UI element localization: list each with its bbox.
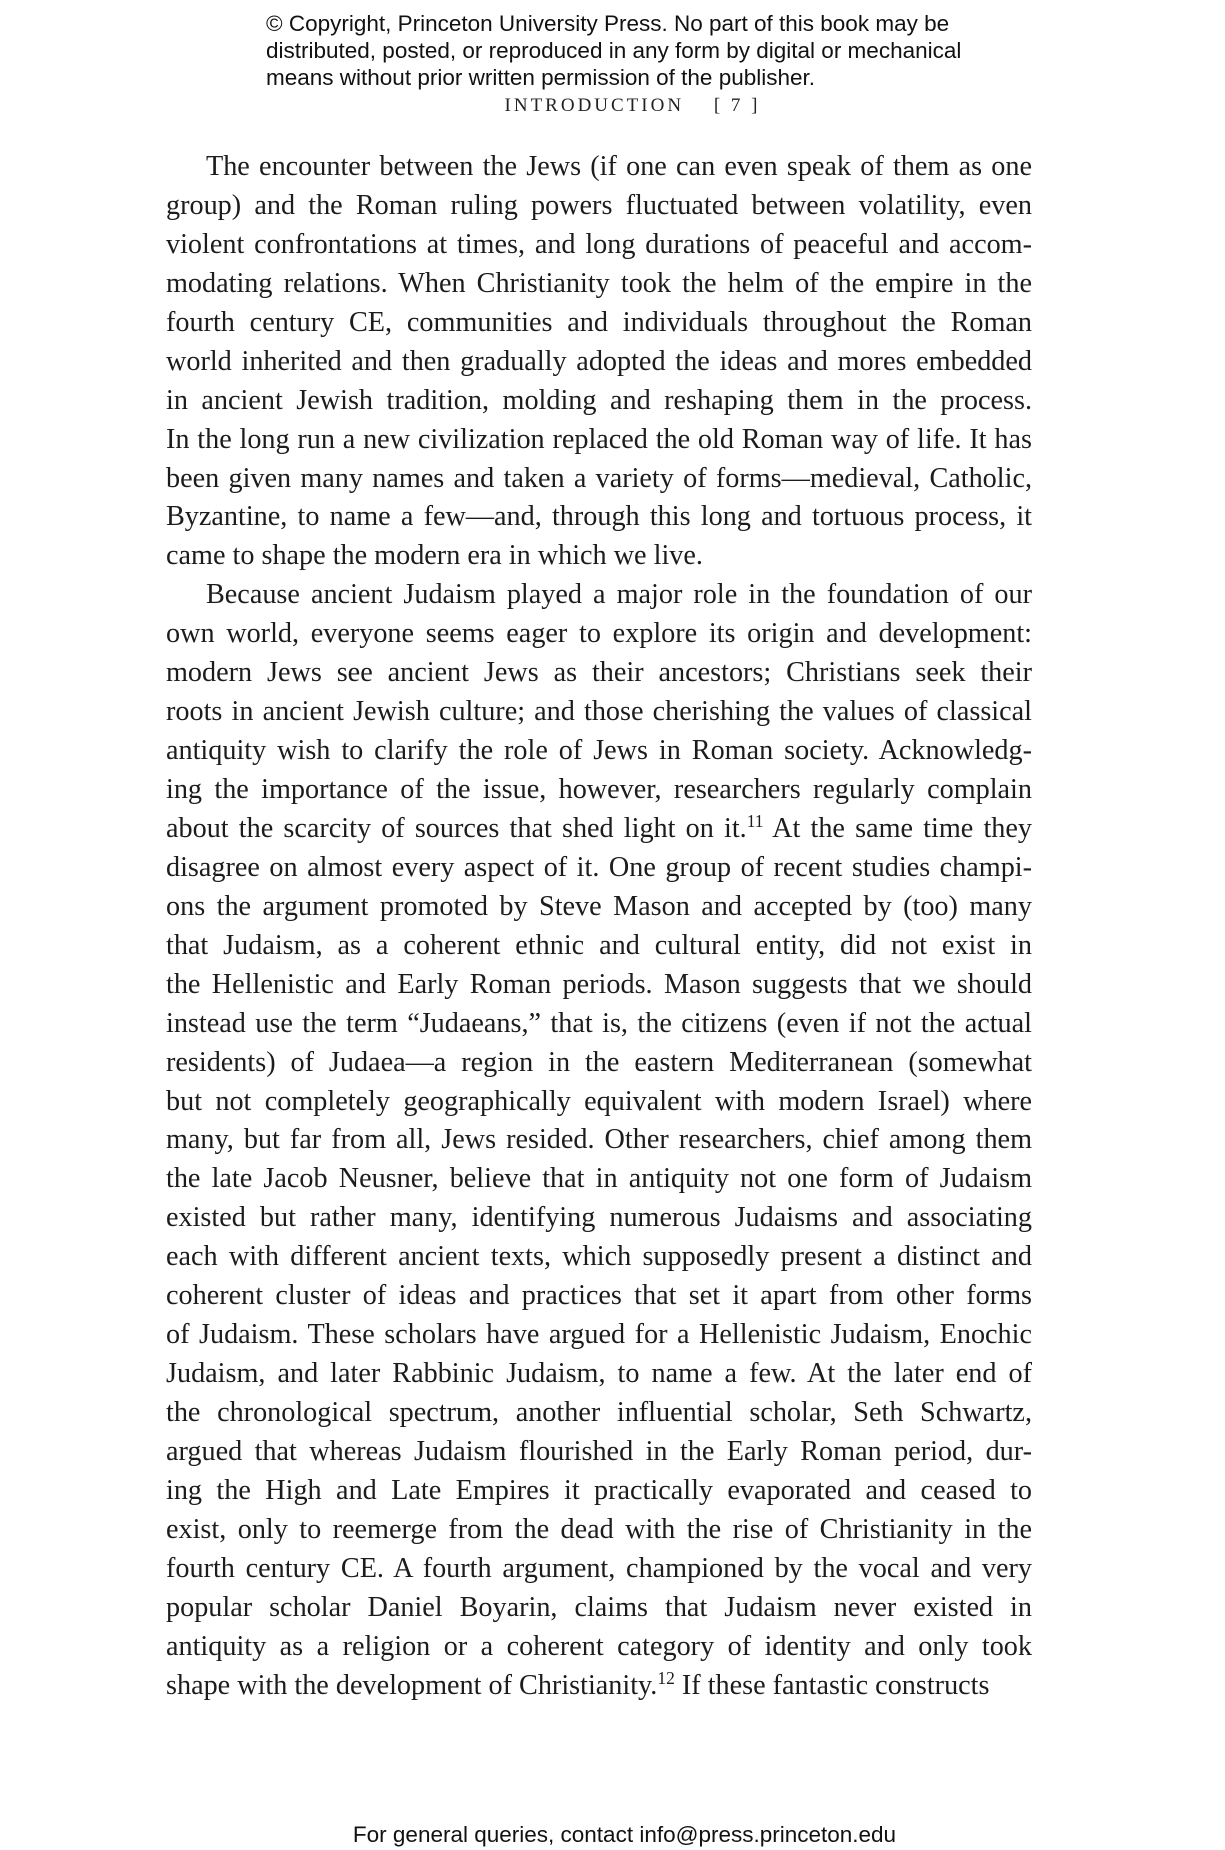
text-line: the chronological spectrum, another influential scholar, Seth Schwartz,: [166, 1397, 1032, 1428]
page-number: [ 7 ]: [713, 95, 761, 116]
text-line: each with different ancient texts, which supposedly present a distinct and: [166, 1241, 1032, 1273]
text-line: group) and the Roman ruling powers fluctuated between volatility, even: [166, 189, 1032, 221]
text-line: fourth century CE. A fourth argument, championed by the vocal and very: [166, 1552, 1032, 1584]
text-line: [166, 810, 1032, 849]
body-text: [166, 148, 1032, 1706]
text-line: ons the argument promoted by Steve Mason and accepted by (too) many: [166, 890, 1032, 922]
copyright-line: © Copyright, Princeton University Press. No part of this book may be: [266, 11, 950, 36]
paragraph: [166, 148, 1032, 576]
text-line: modern Jews see ancient Jews as their ancestors; Christians seek their: [166, 657, 1032, 689]
text-line: ing the High and Late Empires it practically evaporated and ceased to: [166, 1474, 1032, 1506]
running-head: [0, 95, 1225, 117]
footnote-marker[interactable]: 12: [657, 1667, 675, 1688]
text-line: Judaism, and later Rabbinic Judaism, to name a few. At the later end of: [166, 1358, 1032, 1390]
running-title: INTRODUCTION: [504, 95, 685, 116]
text-line: Because ancient Judaism played a major role in the foundation of our: [206, 579, 1032, 611]
text-line: but not completely geographically equivalent with modern Israel) where: [166, 1085, 1032, 1117]
text-line: in ancient Jewish tradition, molding and reshaping them in the process.: [166, 384, 1032, 416]
text-line: residents) of Judaea—a region in the eastern Mediterranean (somewhat: [166, 1046, 1032, 1078]
text-line: existed but rather many, identifying numerous Judaisms and associating: [166, 1202, 1032, 1234]
text-line: antiquity wish to clarify the role of Jews in Roman society. Acknowledg-: [166, 735, 1032, 767]
text-line: fourth century CE, communities and individuals throughout the Roman: [166, 306, 1032, 338]
text-fragment: shape with the development of Christianity.: [166, 1669, 658, 1701]
text-fragment: If these fantastic constructs: [674, 1669, 990, 1701]
copyright-line: means without prior written permission of the publisher.: [266, 65, 816, 90]
text-line: the Hellenistic and Early Roman periods. Mason suggests that we should: [166, 968, 1032, 1000]
text-fragment: about the scarcity of sources that shed light on it.: [166, 812, 747, 844]
text-line: violent confrontations at times, and long durations of peaceful and accom-: [166, 228, 1032, 260]
copyright-line: distributed, posted, or reproduced in any form by digital or mechanical: [266, 38, 962, 63]
text-line: ing the importance of the issue, however, researchers regularly complain: [166, 774, 1032, 805]
text-line: roots in ancient Jewish culture; and those cherishing the values of classical: [166, 696, 1032, 728]
text-line: The encounter between the Jews (if one can even speak of them as one: [206, 151, 1032, 182]
text-line: coherent cluster of ideas and practices that set it apart from other forms: [166, 1280, 1032, 1312]
text-line: the late Jacob Neusner, believe that in antiquity not one form of Judaism: [166, 1163, 1032, 1195]
text-line: popular scholar Daniel Boyarin, claims that Judaism never existed in: [166, 1591, 1032, 1623]
text-line: of Judaism. These scholars have argued for a Hellenistic Judaism, Enochic: [166, 1319, 1032, 1351]
text-line: modating relations. When Christianity took the helm of the empire in the: [166, 267, 1032, 299]
text-line: disagree on almost every aspect of it. One group of recent studies champi-: [166, 851, 1032, 883]
text-line: that Judaism, as a coherent ethnic and cultural entity, did not exist in: [166, 929, 1032, 961]
footnote-marker[interactable]: 11: [746, 811, 764, 832]
text-line: many, but far from all, Jews resided. Other researchers, chief among them: [166, 1124, 1032, 1156]
text-line: exist, only to reemerge from the dead with the rise of Christianity in the: [166, 1513, 1032, 1545]
text-line: own world, everyone seems eager to explore its origin and development:: [166, 618, 1032, 650]
text-line: argued that whereas Judaism flourished in the Early Roman period, dur-: [166, 1435, 1032, 1467]
text-line: instead use the term “Judaeans,” that is, the citizens (even if not the actual: [166, 1007, 1032, 1039]
text-line: antiquity as a religion or a coherent category of identity and only took: [166, 1630, 1032, 1662]
text-line: world inherited and then gradually adopted the ideas and mores embedded: [166, 345, 1032, 377]
footer-contact: For general queries, contact info@press.princeton.edu: [352, 1822, 897, 1847]
text-line: been given many names and taken a variety of forms—medieval, Catholic,: [166, 462, 1032, 494]
text-fragment: At the same time they: [763, 812, 1032, 844]
text-line: [166, 1667, 1032, 1706]
text-line: Byzantine, to name a few—and, through this long and tortuous process, it: [166, 501, 1032, 533]
text-line: came to shape the modern era in which we live.: [166, 540, 703, 572]
paragraph: [166, 576, 1032, 1705]
text-line: In the long run a new civilization replaced the old Roman way of life. It has: [166, 423, 1032, 455]
copyright-notice: [266, 10, 986, 91]
